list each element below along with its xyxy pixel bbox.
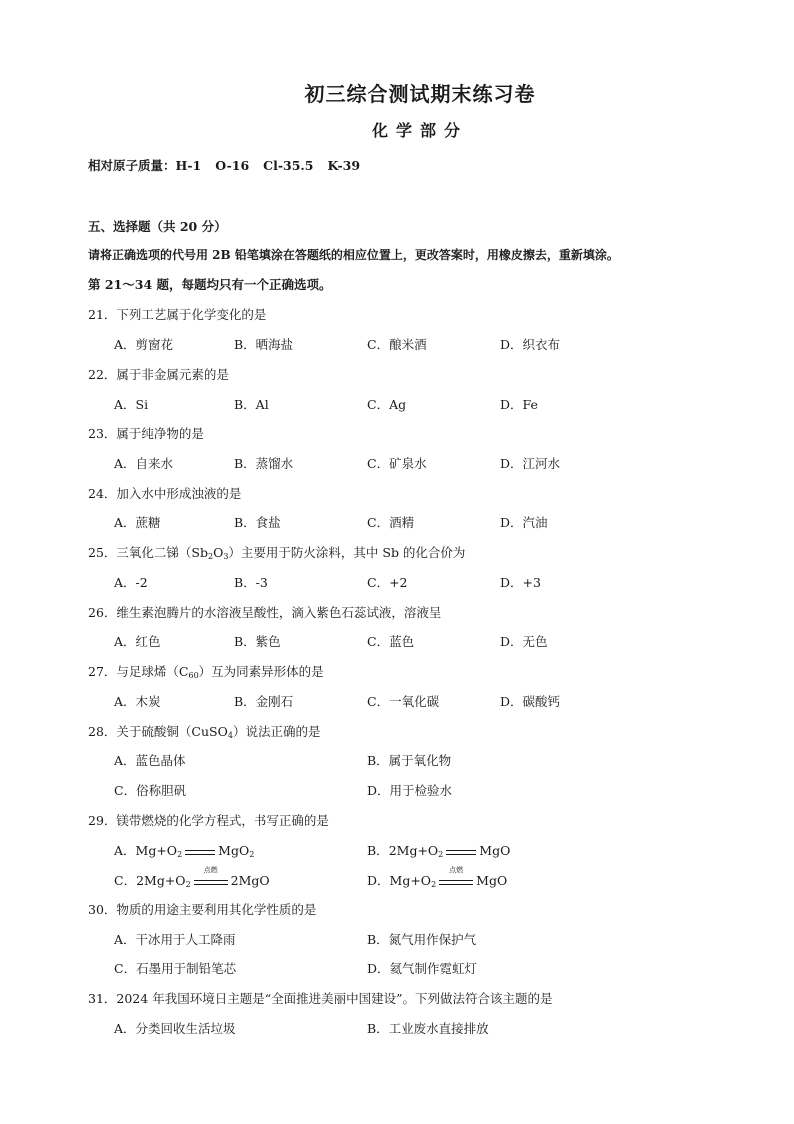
option-b: B．工业废水直接排放	[367, 1021, 489, 1036]
option-d: D．江河水	[500, 456, 561, 471]
option-a: A．分类回收生活垃圾	[114, 1021, 236, 1036]
option-a: A．-2	[114, 575, 148, 590]
option-c: C．+2	[367, 575, 408, 590]
option-c: C．酿米酒	[367, 337, 427, 352]
option-b: B．Al	[234, 397, 269, 412]
atomic-mass-item: K-39	[327, 158, 361, 173]
option-b: B．蒸馏水	[234, 456, 294, 471]
option-b: B．晒海盐	[234, 337, 294, 352]
option-a: A．剪窗花	[114, 337, 174, 352]
option-b: B．氮气用作保护气	[367, 932, 477, 947]
question-stem: 29．镁带燃烧的化学方程式，书写正确的是	[88, 813, 329, 828]
question-stem: 30．物质的用途主要利用其化学性质的是	[88, 902, 317, 917]
option-d: D．无色	[500, 634, 548, 649]
atomic-mass-item: O-16	[215, 158, 250, 173]
option-a: A．Si	[114, 397, 149, 412]
question-stem: 24．加入水中形成浊液的是	[88, 486, 242, 501]
question-stem: 26．维生素泡腾片的水溶液呈酸性，滴入紫色石蕊试液，溶液呈	[88, 605, 442, 620]
section-note: 第 21～34 题，每题均只有一个正确选项。	[88, 277, 332, 292]
option-d: D．用于检验水	[367, 783, 453, 798]
option-d: D．+3	[500, 575, 541, 590]
option-d: D．织衣布	[500, 337, 561, 352]
option-b: B．金刚石	[234, 694, 294, 709]
option-b: B．$2Mg+O_2$ MgO	[367, 843, 511, 859]
atomic-mass-label: 相对原子质量：	[88, 158, 176, 173]
question-stem: 23．属于纯净物的是	[88, 426, 204, 441]
option-a: A．蓝色晶体	[114, 753, 186, 768]
option-d: D．$Mg+O_2$ 点燃 MgO	[367, 865, 508, 889]
option-a: A．$Mg+O_2$ MgO$_2$	[114, 843, 255, 859]
equals-sign-with-condition	[194, 865, 228, 888]
option-c: C．石墨用于制铅笔芯	[114, 961, 237, 976]
option-b: B．紫色	[234, 634, 281, 649]
section-instruction: 请将正确选项的代号用 2B 铅笔填涂在答题纸的相应位置上，更改答案时，用橡皮擦去，重新填涂。	[88, 248, 619, 262]
option-a: A．干冰用于人工降雨	[114, 932, 236, 947]
page-subtitle: 化学部分	[371, 121, 468, 140]
equals-sign-with-condition	[439, 865, 473, 888]
section-heading: 五、选择题（共 20 分）	[88, 219, 227, 234]
question-stem: 22．属于非金属元素的是	[88, 367, 229, 382]
option-c: C．$2Mg+O_2$ 点燃 2MgO	[114, 865, 270, 889]
option-c: C．Ag	[367, 397, 407, 412]
option-b: B．属于氧化物	[367, 753, 452, 768]
question-stem: 21．下列工艺属于化学变化的是	[88, 307, 267, 322]
equals-sign	[446, 846, 476, 858]
atomic-mass-line	[88, 156, 374, 174]
option-d: D．碳酸钙	[500, 694, 561, 709]
option-a: A．木炭	[114, 694, 161, 709]
option-d: D．汽油	[500, 515, 548, 530]
question-stem: 31．2024 年我国环境日主题是“全面推进美丽中国建设”。下列做法符合该主题的是	[88, 991, 553, 1006]
option-b: B．-3	[234, 575, 268, 590]
question-stem: 28．关于硫酸铜（CuSO$_4$）说法正确的是	[88, 724, 321, 740]
atomic-mass-item: Cl-35.5	[263, 158, 314, 173]
option-c: C．俗称胆矾	[114, 783, 187, 798]
option-a: A．红色	[114, 634, 161, 649]
option-c: C．酒精	[367, 515, 415, 530]
option-a: A．蔗糖	[114, 515, 161, 530]
question-stem: 25．三氧化二锑$(Sb_2O_3)$主要用于防火涂料，其中 Sb 的化合价为	[88, 545, 466, 561]
reaction-condition: 点燃	[203, 865, 218, 874]
reaction-condition: 点燃	[449, 865, 464, 874]
equals-sign	[185, 846, 215, 858]
page-title: 初三综合测试期末练习卷	[304, 82, 536, 106]
option-b: B．食盐	[234, 515, 281, 530]
option-a: A．自来水	[114, 456, 174, 471]
option-c: C．矿泉水	[367, 456, 427, 471]
question-stem: 27．与足球烯$(C_{60})$互为同素异形体的是	[88, 664, 324, 680]
atomic-mass-item: H-1	[175, 158, 202, 173]
option-c: C．一氧化碳	[367, 694, 440, 709]
option-d: D．氦气制作霓虹灯	[367, 961, 478, 976]
option-c: C．蓝色	[367, 634, 415, 649]
option-d: D．Fe	[500, 397, 538, 412]
